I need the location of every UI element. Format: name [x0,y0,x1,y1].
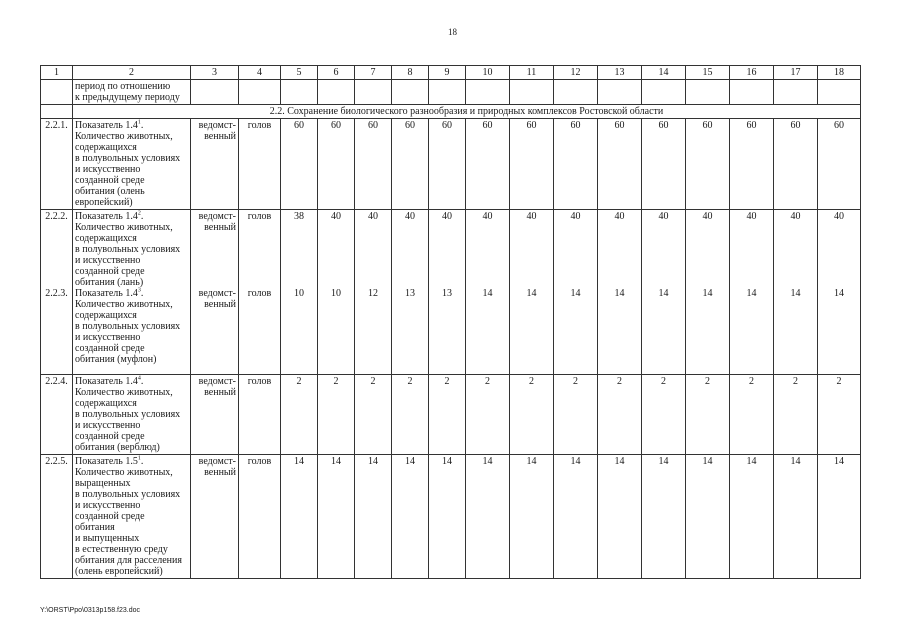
row-number: 2.2.4. [45,376,68,387]
value: 14 [834,288,844,299]
indicator-line: созданной среде [75,175,145,186]
responsibility-cell [191,375,239,455]
value-cell [730,210,774,375]
cont-line: к предыдущему периоду [75,92,180,103]
indicator-row [41,119,861,210]
value-cell [774,210,818,375]
value-cell [642,375,686,455]
indicator-line: и выпущенных [75,533,140,544]
footer-file-path: Y:\ORST\Ppo\0313p158.f23.doc [40,607,141,614]
column-header: 14 [642,66,686,80]
indicator-line: и искусственно [75,164,141,175]
value-cell [598,119,642,210]
indicator-title: Показатель $1.4^1$. [75,119,144,131]
value-cell [318,210,355,375]
value: 60 [526,120,537,131]
column-header: 8 [392,66,429,80]
value: 14 [746,288,757,299]
value: 60 [442,120,452,131]
unit-cell [239,375,281,455]
column-header: 4 [239,66,281,80]
value: 14 [526,288,537,299]
value-cell [598,455,642,579]
indicator-superscript: 2 [137,210,141,217]
unit-label: голов [247,288,272,299]
value: 2 [485,376,490,387]
row-number: 2.2.1. [45,120,68,131]
value: 2 [661,376,666,387]
value-cell [642,210,686,375]
indicator-line: в полувольных условиях [75,409,181,420]
value: 2 [617,376,622,387]
column-header: 7 [355,66,392,80]
indicator-line: обитания (верблюд) [75,442,160,453]
value-cell [429,210,466,375]
indicator-superscript: 3 [137,287,141,294]
value: 40 [834,211,844,222]
value: 14 [702,456,713,467]
value-cell [281,119,318,210]
responsibility-line: венный [204,387,236,398]
indicator-line: Количество животных, [75,387,173,398]
value-cell [281,455,318,579]
value-cell [818,119,861,210]
column-header: 12 [554,66,598,80]
value-cell [318,455,355,579]
value-cell [554,119,598,210]
value-cell [730,455,774,579]
indicator-line: в полувольных условиях [75,153,181,164]
column-header: 18 [818,66,861,80]
value: 14 [790,456,801,467]
value-cell [392,119,429,210]
indicator-line: в полувольных условиях [75,321,181,332]
value: 14 [570,456,581,467]
value: 40 [331,211,341,222]
value-cell [392,455,429,579]
value-cell [554,210,598,375]
value: 40 [526,211,537,222]
value: 14 [570,288,581,299]
responsibility-line: ведомст- [198,376,236,387]
value-cell [774,375,818,455]
indicator-title: Показатель $1.5^1$. [75,455,144,467]
value: 14 [482,288,493,299]
responsibility-line: венный [204,222,236,233]
value: 10 [331,288,341,299]
value-cell [686,210,730,375]
value: 14 [702,288,713,299]
value: 60 [294,120,304,131]
value: 2 [573,376,578,387]
value-cell [686,119,730,210]
value-cell [318,375,355,455]
value: 14 [614,288,625,299]
value: 60 [834,120,844,131]
row-number-cell [41,455,73,579]
value: 2 [407,376,413,387]
indicator-line: Количество животных, [75,299,173,310]
indicator-line: (олень европейский) [75,566,163,577]
column-header: 1 [41,66,73,80]
value-cell [554,375,598,455]
value-cell [686,375,730,455]
value-cell [818,210,861,375]
indicator-cell [73,210,191,375]
indicator-row [41,210,861,375]
indicator-line: и искусственно [75,420,141,431]
value: 2 [705,376,710,387]
column-header: 2 [73,66,191,80]
value: 40 [658,211,669,222]
value: 2 [444,376,450,387]
indicator-line: содержащихся [75,310,137,321]
indicator-line: и искусственно [75,332,141,343]
responsibility-cell [191,119,239,210]
column-header: 16 [730,66,774,80]
value: 40 [570,211,581,222]
indicator-table [40,65,861,579]
unit-cell [239,210,281,375]
value-cell [510,455,554,579]
indicator-line: Количество животных, [75,131,173,142]
column-header: 17 [774,66,818,80]
indicator-line: созданной среде [75,266,145,277]
value: 14 [526,456,537,467]
value-cell [554,455,598,579]
value-cell [466,455,510,579]
column-header: 9 [429,66,466,80]
responsibility-line: ведомст- [198,211,236,222]
indicator-line: обитания для расселения [75,555,182,566]
value: 60 [482,120,493,131]
value: 14 [658,456,669,467]
indicator-line: обитания [75,522,115,533]
value-cell [818,455,861,579]
indicator-line: обитания (лань) [75,277,144,288]
responsibility-line: ведомст- [198,120,236,131]
value: 60 [405,120,415,131]
responsibility-line: венный [204,467,236,478]
indicator-line: обитания (муфлон) [75,354,157,365]
value: 40 [368,211,378,222]
indicator-line: созданной среде [75,431,145,442]
value-cell [281,210,318,375]
unit-cell [239,455,281,579]
value-cell [730,375,774,455]
value-cell [429,455,466,579]
indicator-line: созданной среде [75,511,145,522]
responsibility-line: венный [204,299,236,310]
indicator-line: Количество животных, [75,222,173,233]
indicator-cell [73,375,191,455]
value: 40 [790,211,801,222]
value: 2 [836,376,842,387]
row-number-cell [41,210,73,375]
value-cell [355,119,392,210]
value-cell [642,119,686,210]
cont-indicator-cell [73,80,191,105]
value-cell [510,119,554,210]
value-cell [510,375,554,455]
value: 14 [405,456,415,467]
value: 14 [482,456,493,467]
indicator-line: и искусственно [75,255,141,266]
responsibility-line: ведомст- [198,456,236,467]
value: 13 [405,288,415,299]
value-cell [466,210,510,375]
indicator-cell [73,119,191,210]
indicator-row [41,455,861,579]
indicator-line: европейский) [75,197,133,208]
value: 14 [614,456,625,467]
unit-label: голов [247,120,272,131]
value-cell [598,210,642,375]
responsibility-line: венный [204,131,236,142]
value-cell [818,375,861,455]
indicator-title: Показатель $1.4^2$. [75,210,144,222]
value: 40 [702,211,713,222]
value: 14 [790,288,801,299]
value-cell [429,119,466,210]
value: 60 [790,120,801,131]
value: 2 [529,376,534,387]
column-header: 10 [466,66,510,80]
value-cell [730,119,774,210]
value: 14 [834,456,844,467]
value: 60 [331,120,341,131]
value: 40 [482,211,493,222]
value-cell [598,375,642,455]
value: 14 [331,456,341,467]
column-header: 5 [281,66,318,80]
value: 60 [746,120,757,131]
unit-cell [239,119,281,210]
row-number: 2.2.2. [45,211,68,222]
indicator-line: в естественную среду [75,544,168,555]
value-cell [392,210,429,375]
indicator-line: содержащихся [75,233,137,244]
value: 60 [702,120,713,131]
value-cell [466,375,510,455]
unit-label: голов [247,456,272,467]
row-number: 2.2.5. [45,456,68,467]
indicator-superscript: 1 [137,119,141,126]
row-number-cell [41,119,73,210]
indicator-row [41,375,861,455]
continuation-row [41,80,861,105]
value: 60 [658,120,669,131]
indicator-superscript: 4 [137,375,141,382]
value: 13 [442,288,452,299]
value-cell [774,119,818,210]
value-cell [392,375,429,455]
column-header: 13 [598,66,642,80]
column-header: 11 [510,66,554,80]
indicator-superscript: 1 [137,455,141,462]
cont-num-cell [41,80,73,105]
responsibility-line: ведомст- [198,288,236,299]
value: 60 [570,120,581,131]
unit-label: голов [247,211,272,222]
indicator-title: Показатель $1.4^3$. [75,287,144,299]
column-header: 3 [191,66,239,80]
value: 60 [368,120,378,131]
section-row [41,105,861,119]
value: 2 [749,376,754,387]
row-number-cell [41,375,73,455]
indicator-line: содержащихся [75,398,137,409]
indicator-line: содержащихся [75,142,137,153]
value: 14 [294,456,304,467]
indicator-line: обитания (олень [75,186,145,197]
value-cell [429,375,466,455]
value: 40 [746,211,757,222]
value: 10 [294,288,304,299]
value: 2 [333,376,339,387]
unit-label: голов [247,376,272,387]
indicator-line: Количество животных, [75,467,173,478]
column-number-header-row [41,66,861,80]
value: 40 [405,211,415,222]
value-cell [281,375,318,455]
responsibility-cell [191,455,239,579]
value-cell [355,210,392,375]
value: 38 [294,211,304,222]
value: 60 [614,120,625,131]
value: 40 [442,211,452,222]
row-number: 2.2.3. [45,288,68,299]
value: 2 [296,376,302,387]
value: 14 [442,456,452,467]
indicator-cell [73,455,191,579]
value-cell [318,119,355,210]
value: 14 [368,456,378,467]
value: 40 [614,211,625,222]
indicator-line: в полувольных условиях [75,489,181,500]
value-cell [510,210,554,375]
indicator-line: созданной среде [75,343,145,354]
indicator-line: в полувольных условиях [75,244,181,255]
column-header: 6 [318,66,355,80]
value: 14 [658,288,669,299]
value: 2 [370,376,376,387]
value-cell [774,455,818,579]
value: 14 [746,456,757,467]
value: 12 [368,288,378,299]
indicator-title: Показатель $1.4^4$. [75,375,144,387]
indicator-line: и искусственно [75,500,141,511]
page-number: 18 [448,27,457,37]
responsibility-cell [191,210,239,375]
section-title: 2.2. Сохранение биологического разнообразия и природных комплексов Ростовской области [73,105,861,119]
cont-line: период по отношению [75,81,171,92]
indicator-line: выращенных [75,478,131,489]
value-cell [355,375,392,455]
value-cell [466,119,510,210]
value: 2 [793,376,798,387]
value-cell [642,455,686,579]
column-header: 15 [686,66,730,80]
value-cell [355,455,392,579]
value-cell [686,455,730,579]
